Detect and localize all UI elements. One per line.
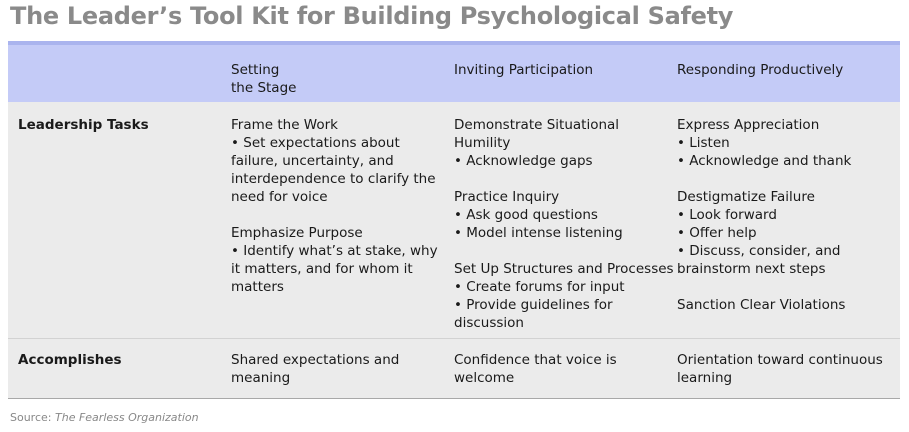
task-item: brainstorm next steps [677,261,826,277]
task-group-heading: Set Up Structures and Processes [454,261,674,277]
task-group-heading: Practice Inquiry [454,189,560,205]
task-item: • Ask good questions [454,207,598,223]
cell-text-line: meaning [231,370,291,386]
task-item: • Offer help [677,225,757,241]
cell-text-line: welcome [454,370,515,386]
accomplishes-cell-setting-the-stage [231,339,454,398]
column-header-responding-productively: Responding Productively [677,62,844,78]
task-item: • Discuss, consider, and [677,243,841,259]
task-group [454,116,677,170]
task-item: • Identify what’s at stake, why [231,243,438,259]
task-item: Humility [454,135,511,151]
task-item: failure, uncertainty, and [231,153,394,169]
row-label-accomplishes: Accomplishes [18,352,122,368]
tool-kit-table [8,41,900,399]
task-group [677,188,900,278]
accomplishes-cell-responding-productively [677,339,900,398]
task-item: interdependence to clarify the [231,171,436,187]
task-group-heading: Emphasize Purpose [231,225,363,241]
tasks-cell-responding-productively [677,102,900,338]
task-group [677,116,900,170]
task-group-heading: Sanction Clear Violations [677,297,846,313]
page-title: The Leader’s Tool Kit for Building Psychological Safety [10,2,734,30]
task-item: discussion [454,315,524,331]
task-group [454,260,677,332]
cell-text-line: Orientation toward continuous [677,352,883,368]
cell-text-line: learning [677,370,733,386]
task-item: matters [231,279,284,295]
header-empty-cell [8,45,231,102]
task-item: • Provide guidelines for [454,297,613,313]
tasks-cell-inviting-participation [454,102,677,338]
task-group-heading: Express Appreciation [677,117,820,133]
table-row-accomplishes [8,339,900,399]
table-row-leadership-tasks [8,102,900,339]
task-item: • Set expectations about [231,135,400,151]
task-group [231,224,454,296]
row-label-leadership-tasks: Leadership Tasks [18,117,149,133]
task-item: need for voice [231,189,328,205]
task-item: • Look forward [677,207,777,223]
accomplishes-cell-inviting-participation [454,339,677,398]
tasks-cell-setting-the-stage [231,102,454,338]
task-group [231,116,454,206]
task-group-heading: Demonstrate Situational [454,117,620,133]
task-item: it matters, and for whom it [231,261,413,277]
column-header-setting-the-stage: Setting the Stage [231,62,297,96]
source-title: The Fearless Organization [55,411,199,424]
task-item: • Create forums for input [454,279,625,295]
task-group-heading: Destigmatize Failure [677,189,815,205]
source-prefix: Source: [10,411,52,424]
cell-text-line: Shared expectations and [231,352,400,368]
task-item: • Acknowledge gaps [454,153,593,169]
task-item: • Acknowledge and thank [677,153,852,169]
column-header-inviting-participation: Inviting Participation [454,62,594,78]
task-group-heading: Frame the Work [231,117,338,133]
cell-text-line: Confidence that voice is [454,352,617,368]
source-note [10,411,199,424]
task-item: • Listen [677,135,730,151]
table-header-row [8,45,900,102]
task-item: • Model intense listening [454,225,623,241]
task-group [454,188,677,242]
task-group [677,296,900,314]
